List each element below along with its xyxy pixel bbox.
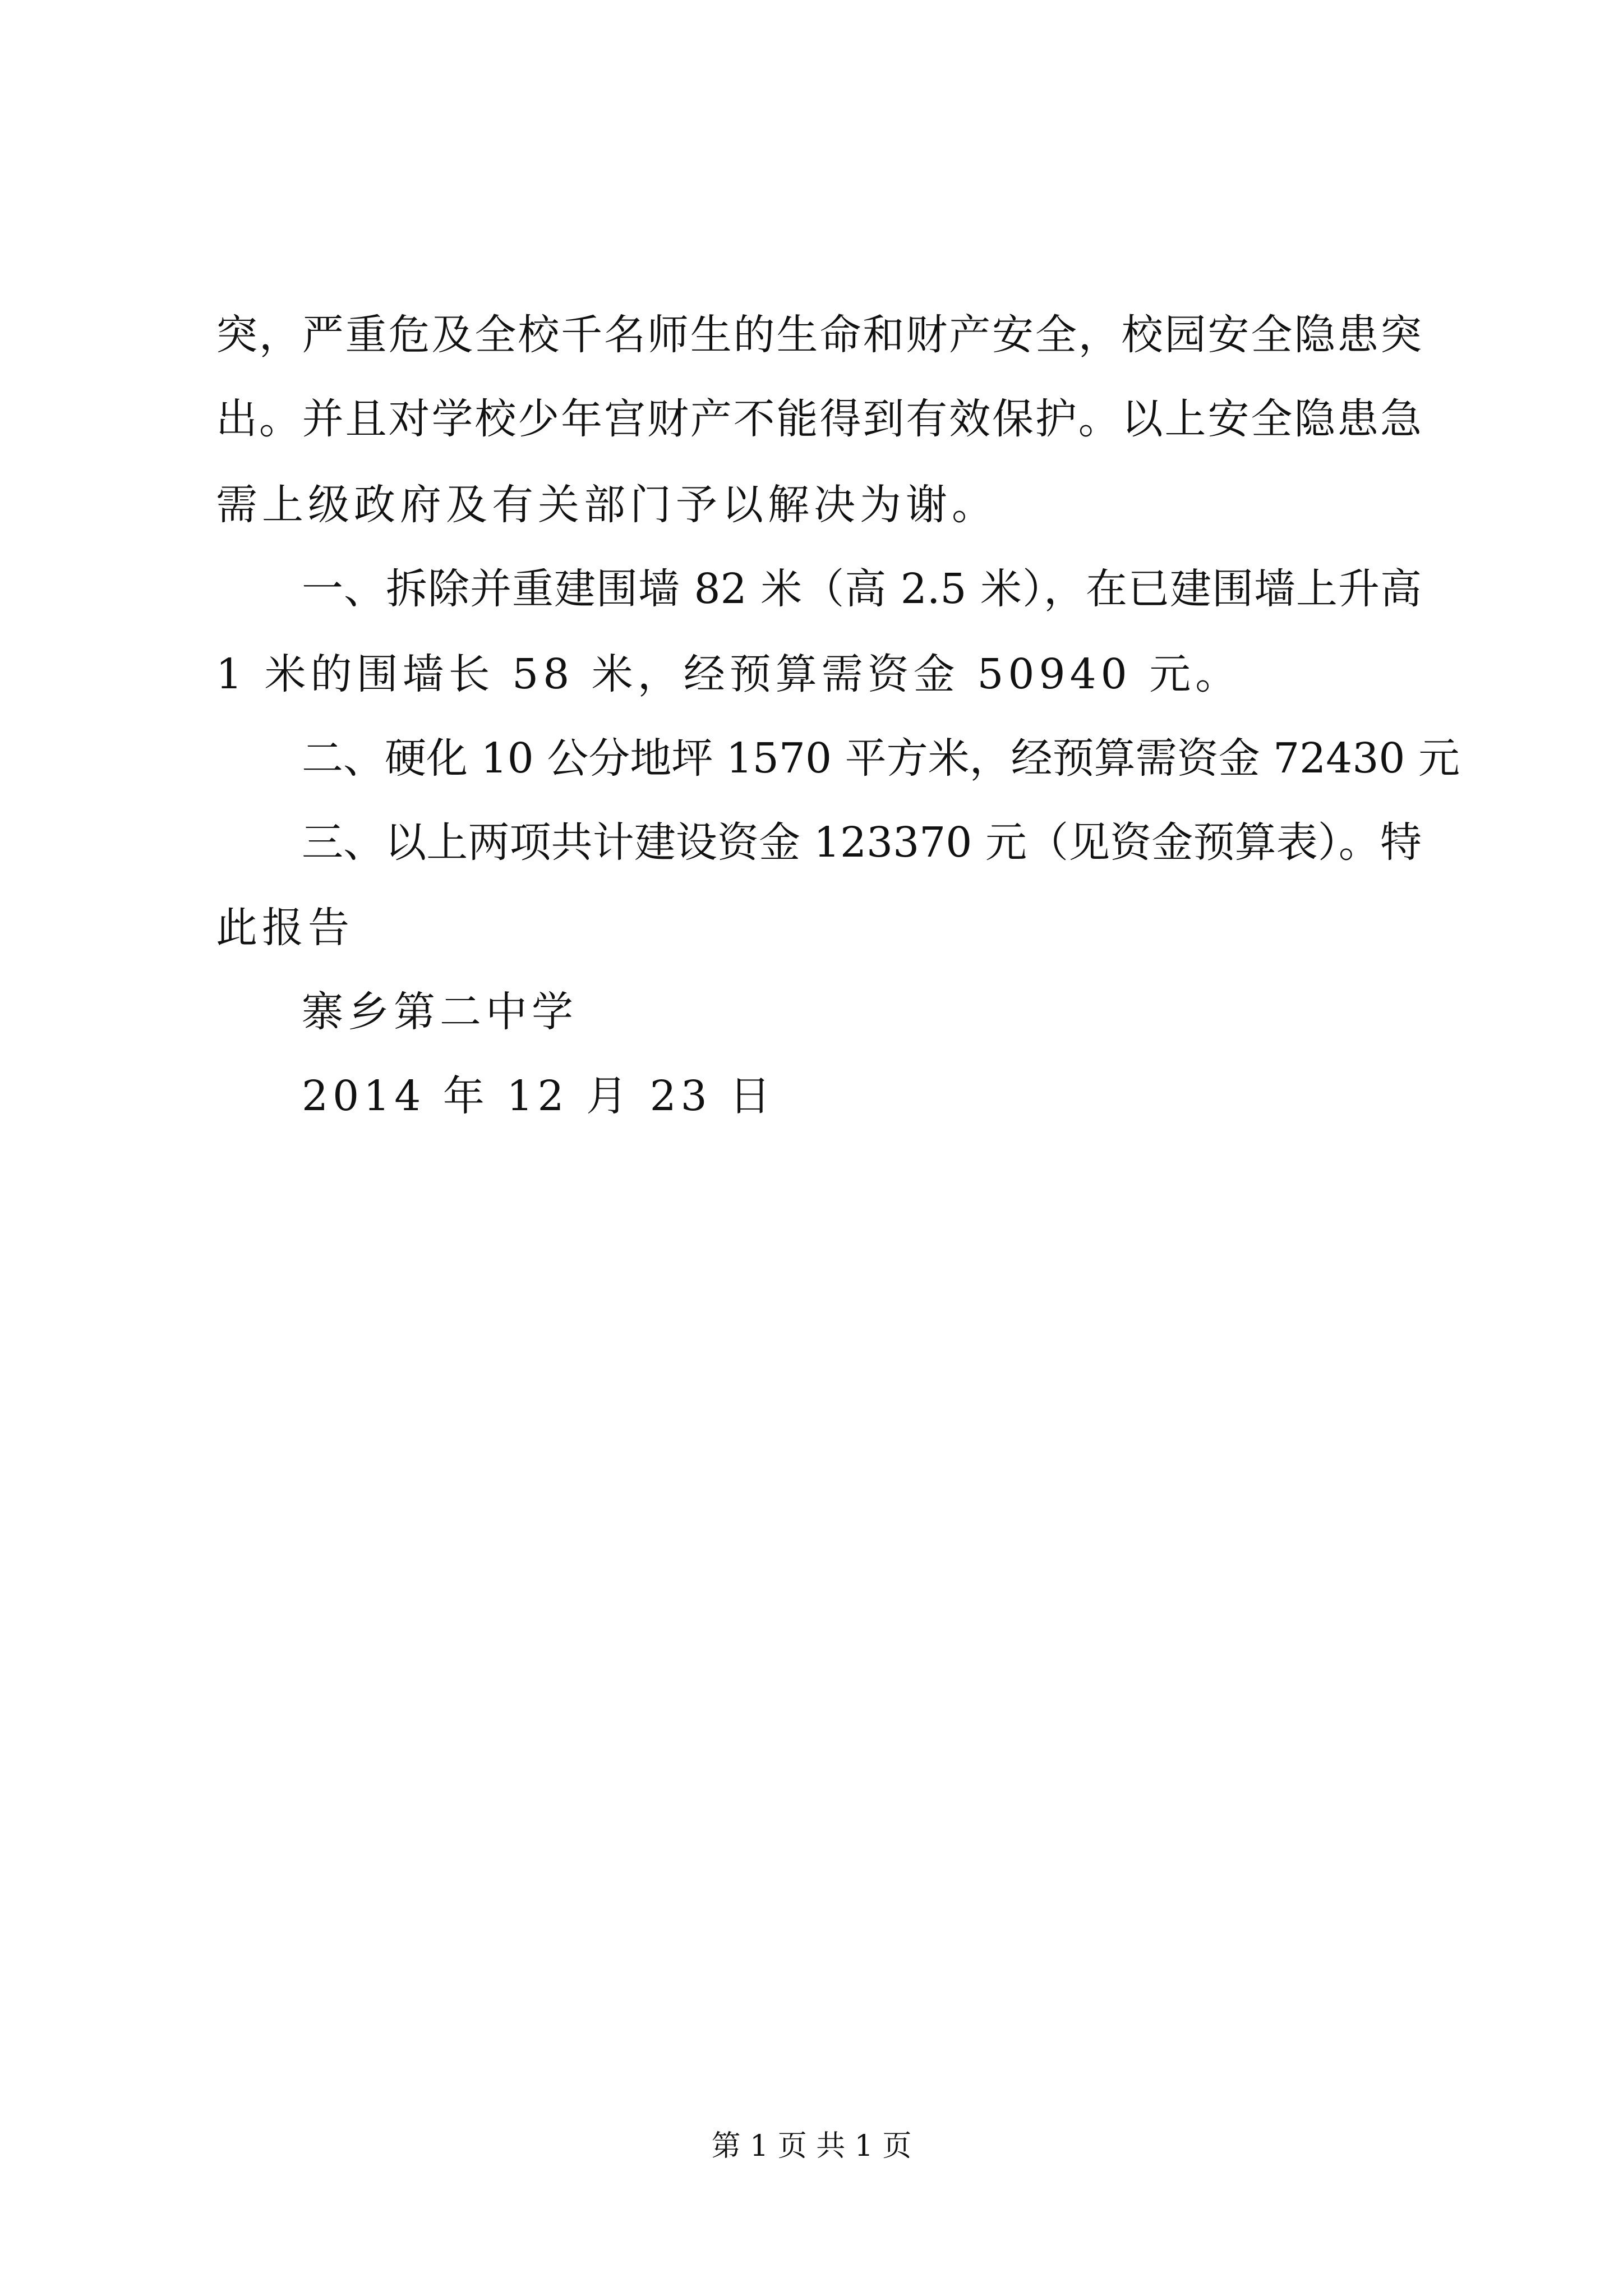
item-one-line-2: 1 米的围墙长 58 米，经预算需资金 50940 元。	[216, 650, 1242, 698]
body-line-1: 突，严重危及全校千名师生的生命和财产安全，校园安全隐患突	[216, 311, 1422, 359]
body-line-2: 出。并且对学校少年宫财产不能得到有效保护。以上安全隐患急	[216, 395, 1422, 443]
signature-date: 2014 年 12 月 23 日	[302, 1072, 776, 1120]
item-three-line-2: 此报告	[216, 904, 354, 952]
body-line-3: 需上级政府及有关部门予以解决为谢。	[216, 481, 998, 529]
item-two-line: 二、硬化 10 公分地坪 1570 平方米，经预算需资金 72430 元	[302, 734, 1460, 783]
signature-organization: 寨乡第二中学	[302, 988, 578, 1036]
item-three-line-1: 三、以上两项共计建设资金 123370 元（见资金预算表）。特	[302, 818, 1422, 867]
page-footer: 第 1 页 共 1 页	[711, 2129, 912, 2163]
item-one-line-1: 一、拆除并重建围墙 82 米（高 2.5 米），在已建围墙上升高	[302, 565, 1422, 613]
